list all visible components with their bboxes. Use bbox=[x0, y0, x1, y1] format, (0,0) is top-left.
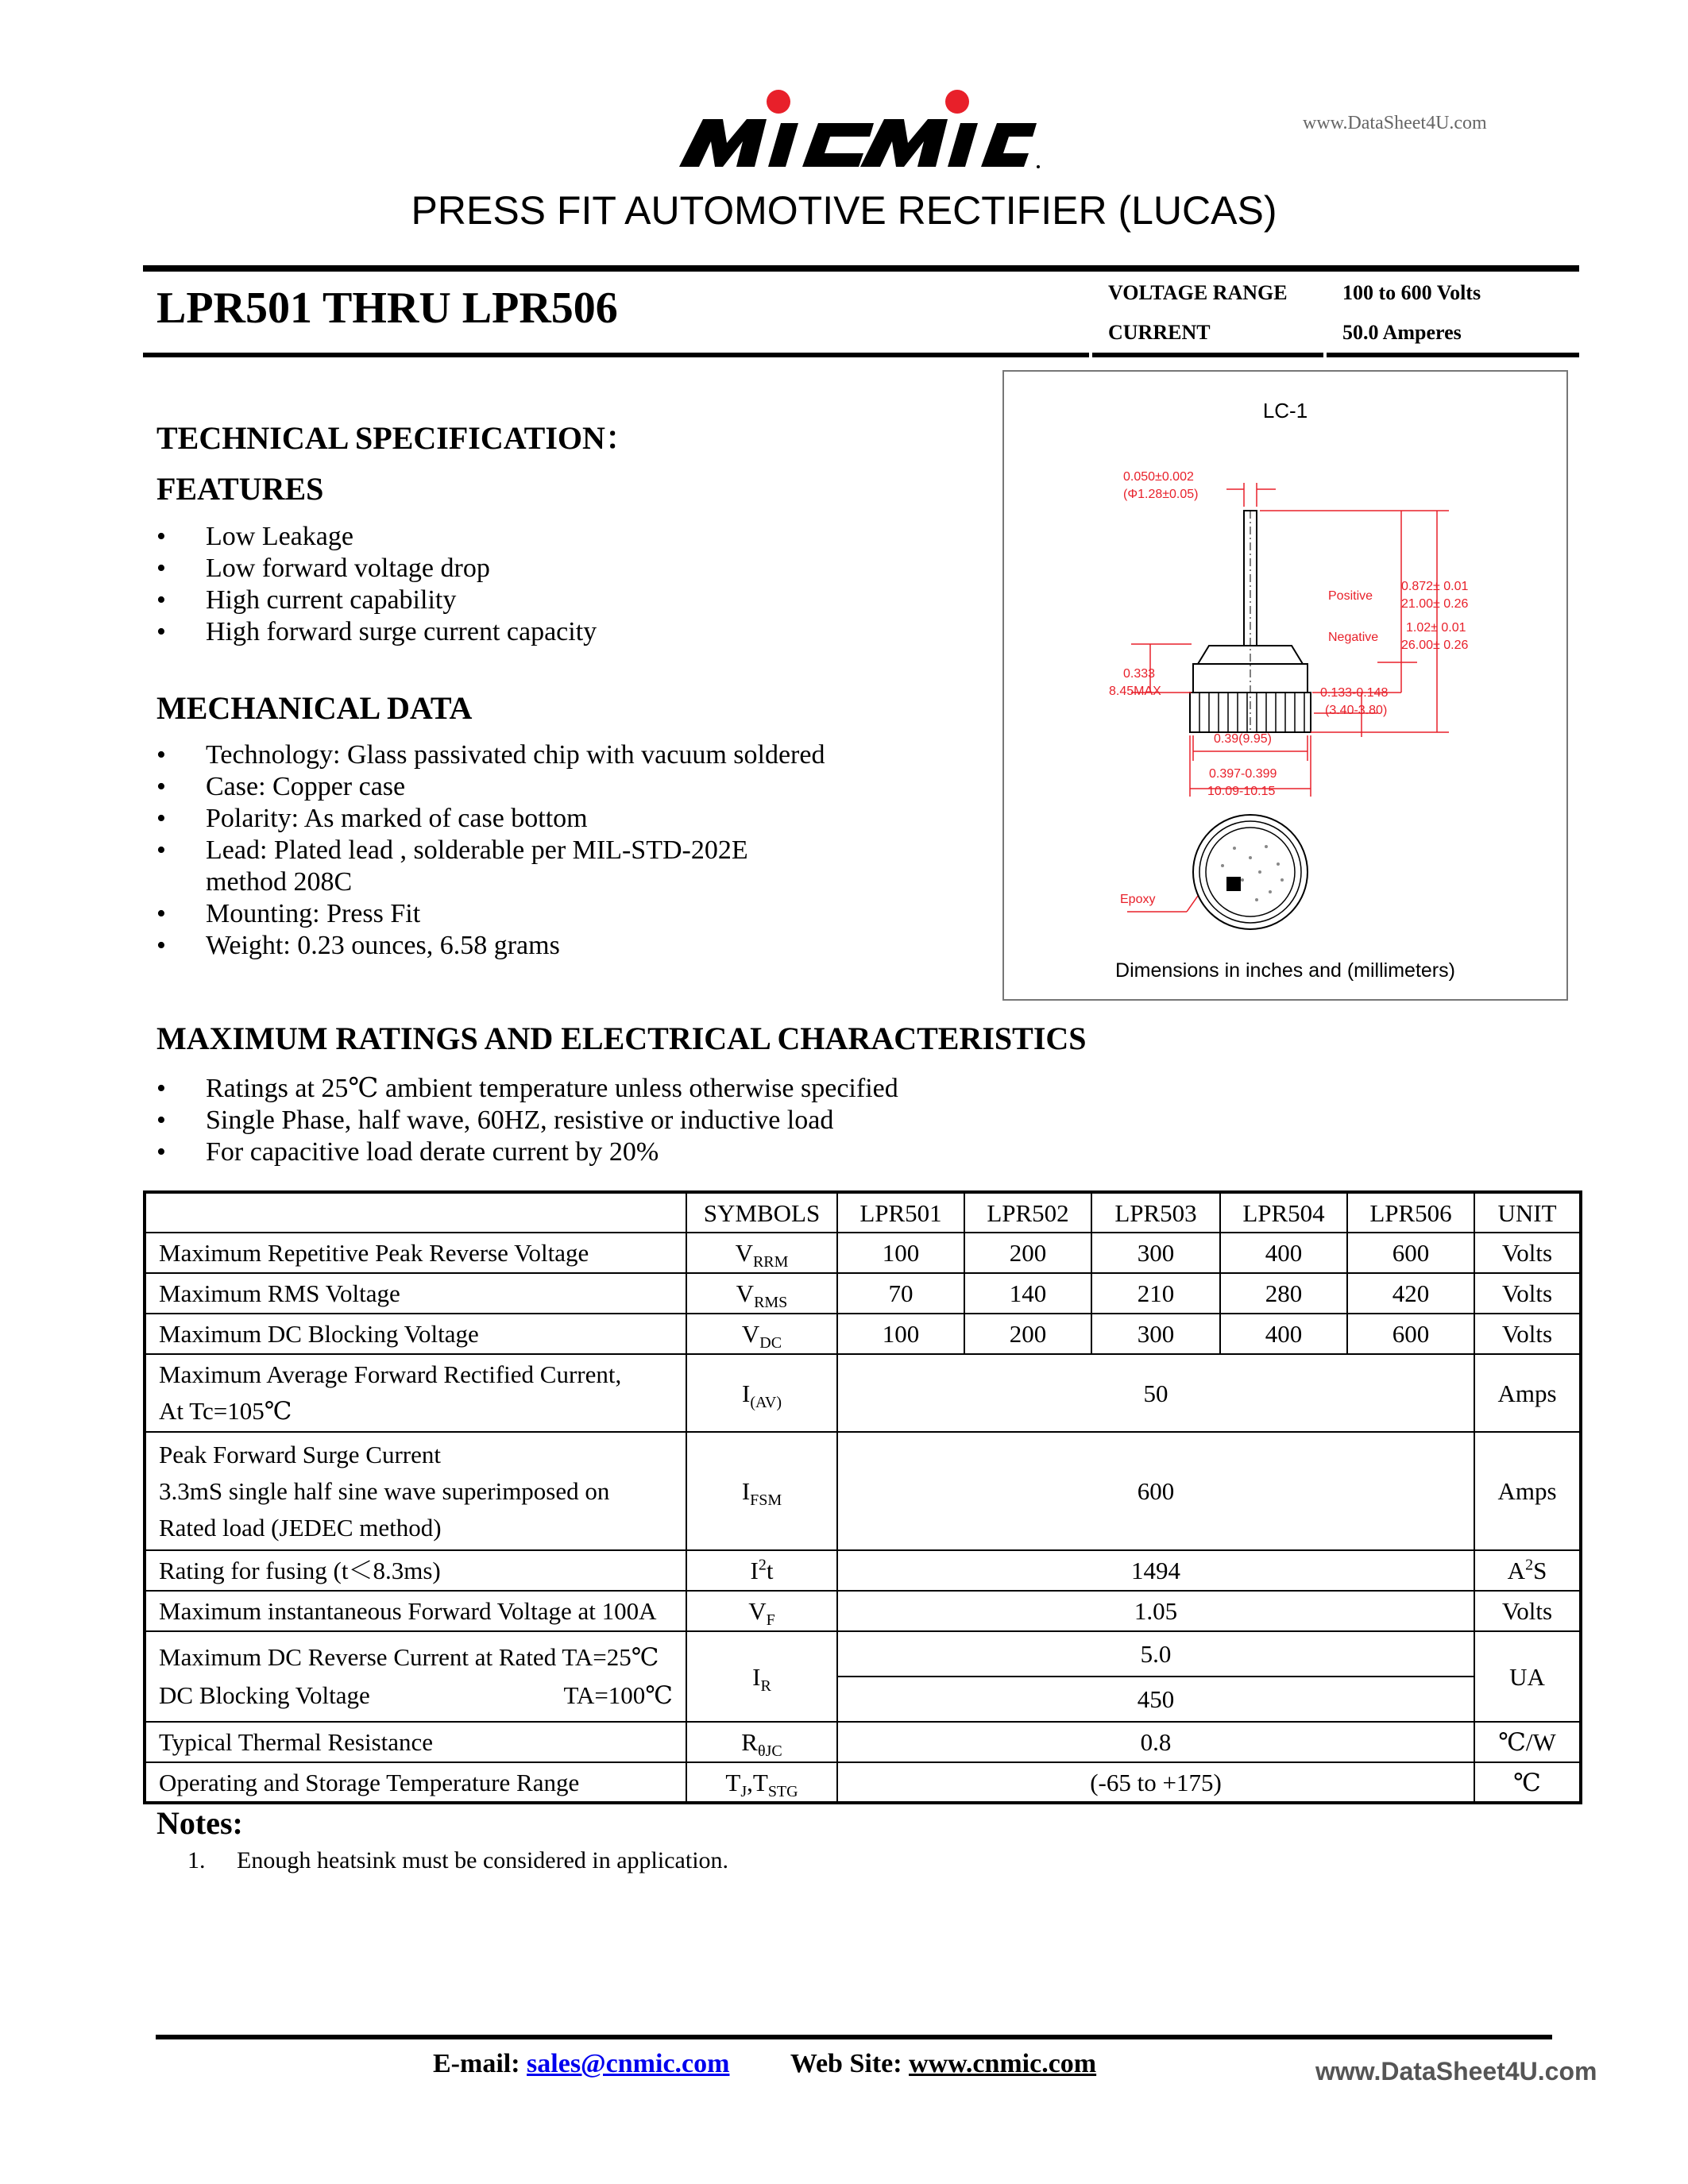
epoxy-label: Epoxy bbox=[1120, 893, 1156, 906]
value-cell: 600 bbox=[837, 1432, 1474, 1550]
note-number: 1. bbox=[187, 1847, 206, 1873]
value-cell: 210 bbox=[1091, 1273, 1220, 1314]
unit-cell: Volts bbox=[1474, 1273, 1581, 1314]
header-watermark: www.DataSheet4U.com bbox=[1303, 113, 1487, 133]
list-item: • Weight: 0.23 ounces, 6.58 grams bbox=[156, 930, 825, 962]
technical-specification-heading: TECHNICAL SPECIFICATION： bbox=[156, 420, 637, 456]
list-item: • Ratings at 25℃ ambient temperature unless otherwise specified bbox=[156, 1073, 898, 1105]
package-drawing bbox=[1004, 372, 1566, 999]
table-row bbox=[145, 1631, 1581, 1677]
positive-label: Positive bbox=[1328, 589, 1373, 603]
voltage-range-label: VOLTAGE RANGE bbox=[1108, 281, 1288, 304]
parameter-label: Operating and Storage Temperature Range bbox=[145, 1762, 686, 1803]
list-item: • Case: Copper case bbox=[156, 771, 825, 803]
list-item-continued: method 208C bbox=[206, 867, 353, 897]
ratings-table bbox=[143, 1190, 1582, 1804]
email-link[interactable]: sales@cnmic.com bbox=[527, 2049, 730, 2078]
value-cell: 300 bbox=[1091, 1314, 1220, 1354]
value-cell: 1.05 bbox=[837, 1591, 1474, 1631]
email-label: E-mail: bbox=[433, 2049, 520, 2078]
table-header-row bbox=[145, 1192, 1581, 1233]
label-line bbox=[159, 1677, 673, 1715]
list-item: • High forward surge current capacity bbox=[156, 616, 597, 648]
parameter-label: Maximum instantaneous Forward Voltage at 100A bbox=[145, 1591, 686, 1631]
value-cell: 600 bbox=[1347, 1233, 1474, 1273]
value-cell: 200 bbox=[964, 1233, 1091, 1273]
top-rule bbox=[143, 265, 1579, 272]
unit-cell: Amps bbox=[1474, 1354, 1581, 1432]
value-cell: 5.0 bbox=[837, 1631, 1474, 1677]
list-item: • Mounting: Press Fit bbox=[156, 898, 825, 930]
rule-gap-1 bbox=[1089, 353, 1092, 357]
list-item: • Technology: Glass passivated chip with vacuum soldered bbox=[156, 739, 825, 771]
symbol-cell: $V_{RMS}$ bbox=[686, 1273, 837, 1314]
list-item: • For capacitive load derate current by 20% bbox=[156, 1136, 898, 1168]
label-line: Maximum Average Forward Rectified Current, bbox=[159, 1360, 622, 1388]
table-row bbox=[145, 1314, 1581, 1354]
symbol-cell: $V_{DC}$ bbox=[686, 1314, 837, 1354]
package-diagram-box bbox=[1002, 370, 1568, 1001]
features-list bbox=[156, 521, 597, 648]
table-row bbox=[145, 1432, 1581, 1550]
bottom-rule bbox=[143, 353, 1579, 357]
unit-cell: Amps bbox=[1474, 1432, 1581, 1550]
negative-length-in: 1.02± 0.01 bbox=[1406, 621, 1466, 635]
rule-gap-2 bbox=[1323, 353, 1327, 357]
table-row bbox=[145, 1762, 1581, 1803]
list-item: • Low forward voltage drop bbox=[156, 553, 597, 585]
body-diameter: 0.39(9.95) bbox=[1214, 732, 1272, 746]
value-cell: 200 bbox=[964, 1314, 1091, 1354]
parameter-label bbox=[145, 1432, 686, 1550]
table-row bbox=[145, 1722, 1581, 1762]
label-line: Rated load (JEDEC method) bbox=[159, 1513, 442, 1542]
label-part: TA=100℃ bbox=[563, 1681, 673, 1709]
value-cell: 0.8 bbox=[837, 1722, 1474, 1762]
voltage-range-value: 100 to 600 Volts bbox=[1342, 281, 1481, 304]
table-row bbox=[145, 1233, 1581, 1273]
unit-cell: Volts bbox=[1474, 1233, 1581, 1273]
list-item: • Single Phase, half wave, 60HZ, resistive or inductive load bbox=[156, 1105, 898, 1136]
symbol-cell: $R_{\theta JC}$ bbox=[686, 1722, 837, 1762]
value-cell: 1494 bbox=[837, 1550, 1474, 1591]
value-cell: 140 bbox=[964, 1273, 1091, 1314]
symbol-cell: $I^2t$ bbox=[686, 1550, 837, 1591]
label-line: Maximum DC Reverse Current at Rated TA=25℃ bbox=[159, 1643, 659, 1671]
knurl-diameter-mm: 10.09-10.15 bbox=[1207, 785, 1276, 798]
label-line: 3.3mS single half sine wave superimposed on bbox=[159, 1476, 610, 1505]
table-row bbox=[145, 1591, 1581, 1631]
header-cell: LPR504 bbox=[1220, 1192, 1347, 1233]
header-cell: UNIT bbox=[1474, 1192, 1581, 1233]
label-part: DC Blocking Voltage bbox=[159, 1681, 370, 1709]
unit-cell: ℃/W bbox=[1474, 1722, 1581, 1762]
ratings-heading: MAXIMUM RATINGS AND ELECTRICAL CHARACTERISTICS bbox=[156, 1021, 1087, 1056]
current-value: 50.0 Amperes bbox=[1342, 321, 1462, 344]
negative-label: Negative bbox=[1328, 631, 1379, 644]
company-logo bbox=[679, 87, 1041, 175]
unit-cell: ℃ bbox=[1474, 1762, 1581, 1803]
value-cell: 280 bbox=[1220, 1273, 1347, 1314]
header-cell: LPR503 bbox=[1091, 1192, 1220, 1233]
features-heading: FEATURES bbox=[156, 471, 324, 507]
ratings-list bbox=[156, 1073, 898, 1168]
label-line: Peak Forward Surge Current bbox=[159, 1440, 442, 1468]
value-cell: 300 bbox=[1091, 1233, 1220, 1273]
list-item: • Low Leakage bbox=[156, 521, 597, 553]
body-height-mm: 8.45MAX bbox=[1109, 685, 1161, 698]
unit-cell: Volts bbox=[1474, 1591, 1581, 1631]
footer-contact bbox=[433, 2049, 1096, 2079]
parameter-label: Maximum RMS Voltage bbox=[145, 1273, 686, 1314]
symbol-cell: $I_{FSM}$ bbox=[686, 1432, 837, 1550]
list-item: • Lead: Plated lead , solderable per MIL-STD-202E bbox=[156, 835, 825, 866]
value-cell: 400 bbox=[1220, 1314, 1347, 1354]
knurl-length-in: 0.133-0.148 bbox=[1320, 686, 1389, 700]
current-label: CURRENT bbox=[1108, 321, 1211, 344]
header-cell: SYMBOLS bbox=[686, 1192, 837, 1233]
value-cell: 70 bbox=[837, 1273, 964, 1314]
value-cell: 100 bbox=[837, 1314, 964, 1354]
header-cell: LPR501 bbox=[837, 1192, 964, 1233]
symbol-cell: $I_{(AV)}$ bbox=[686, 1354, 837, 1432]
label-line: At Tc=105℃ bbox=[159, 1397, 292, 1425]
positive-length-in: 0.872± 0.01 bbox=[1401, 580, 1469, 593]
mechanical-data-heading: MECHANICAL DATA bbox=[156, 690, 473, 726]
value-cell: 50 bbox=[837, 1354, 1474, 1432]
document-title: PRESS FIT AUTOMOTIVE RECTIFIER (LUCAS) bbox=[411, 188, 1277, 233]
parameter-label: Rating for fusing (t＜8.3ms) bbox=[145, 1550, 686, 1591]
table-row bbox=[145, 1550, 1581, 1591]
lead-diameter-mm: (Φ1.28±0.05) bbox=[1123, 488, 1199, 501]
unit-cell: UA bbox=[1474, 1631, 1581, 1722]
table-row bbox=[145, 1273, 1581, 1314]
header-cell: LPR502 bbox=[964, 1192, 1091, 1233]
parameter-label: Maximum DC Blocking Voltage bbox=[145, 1314, 686, 1354]
knurl-length-mm: (3.40-3.80) bbox=[1325, 704, 1388, 717]
parameter-label: Maximum Repetitive Peak Reverse Voltage bbox=[145, 1233, 686, 1273]
unit-cell: Volts bbox=[1474, 1314, 1581, 1354]
parameter-label: Typical Thermal Resistance bbox=[145, 1722, 686, 1762]
value-cell: 600 bbox=[1347, 1314, 1474, 1354]
mic-logo-graphic bbox=[679, 87, 1041, 175]
value-cell: 420 bbox=[1347, 1273, 1474, 1314]
footer-watermark: www.DataSheet4U.com bbox=[1315, 2057, 1597, 2086]
list-item: • High current capability bbox=[156, 585, 597, 616]
note-text: Enough heatsink must be considered in application. bbox=[237, 1847, 729, 1873]
website-link[interactable]: www.cnmic.com bbox=[909, 2049, 1097, 2078]
diagram-caption: Dimensions in inches and (millimeters) bbox=[1115, 959, 1455, 982]
value-cell: 100 bbox=[837, 1233, 964, 1273]
footer-rule bbox=[156, 2035, 1552, 2039]
value-cell: (-65 to +175) bbox=[837, 1762, 1474, 1803]
header-cell: LPR506 bbox=[1347, 1192, 1474, 1233]
parameter-label bbox=[145, 1631, 686, 1722]
value-cell: 450 bbox=[837, 1677, 1474, 1722]
notes-heading: Notes: bbox=[156, 1805, 243, 1841]
symbol-cell: $T_J,T_{STG}$ bbox=[686, 1762, 837, 1803]
knurl-diameter-in: 0.397-0.399 bbox=[1209, 767, 1277, 781]
value-cell: 400 bbox=[1220, 1233, 1347, 1273]
symbol-cell: $V_F$ bbox=[686, 1591, 837, 1631]
parameter-label bbox=[145, 1354, 686, 1432]
body-height-in: 0.333 bbox=[1123, 667, 1156, 681]
symbol-cell: $V_{RRM}$ bbox=[686, 1233, 837, 1273]
unit-cell: $A^2S$ bbox=[1474, 1550, 1581, 1591]
part-title: LPR501 THRU LPR506 bbox=[156, 284, 618, 333]
positive-length-mm: 21.00± 0.26 bbox=[1401, 597, 1469, 611]
package-name: LC-1 bbox=[1262, 399, 1308, 423]
list-item: • Polarity: As marked of case bottom bbox=[156, 803, 825, 835]
symbol-cell: $I_R$ bbox=[686, 1631, 837, 1722]
lead-diameter-in: 0.050±0.002 bbox=[1123, 470, 1194, 484]
table-row bbox=[145, 1354, 1581, 1432]
mechanical-list bbox=[156, 739, 825, 962]
header-cell bbox=[145, 1192, 686, 1233]
negative-length-mm: 26.00± 0.26 bbox=[1401, 639, 1469, 652]
website-label: Web Site: bbox=[790, 2049, 902, 2078]
